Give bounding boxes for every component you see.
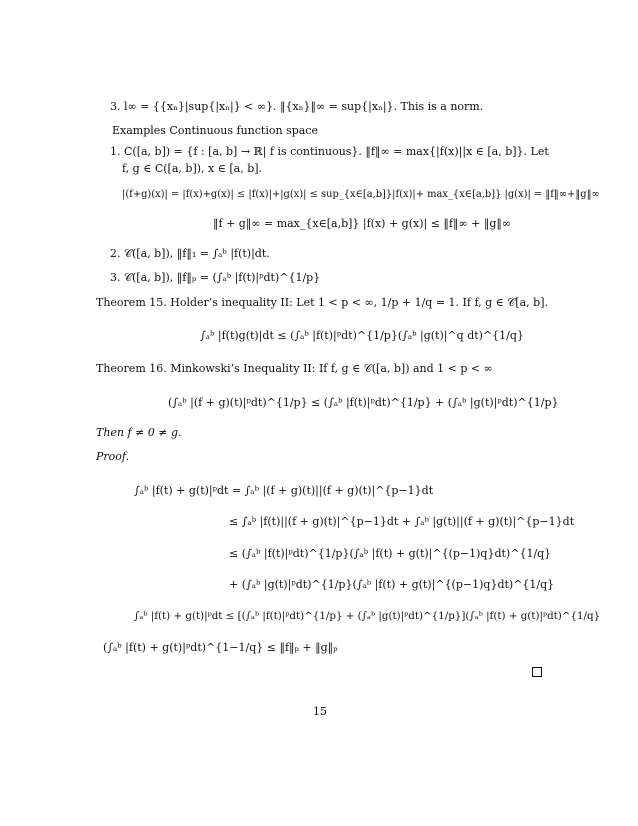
triangle-inequality-line: |(f+g)(x)| = |f(x)+g(x)| ≤ |f(x)|+|g(x)| ≤ sup_{x∈[a,b]}|f(x)|+ max_{x∈[a,b]} |g(x)| = ‖f‖∞+‖g‖∞ — [122, 188, 600, 200]
holder-display: ∫ₐᵇ |f(t)g(t)|dt ≤ (∫ₐᵇ |f(t)|ᵖdt)^{1/p}(∫ₐᵇ |g(t)|^q dt)^{1/q} — [200, 329, 524, 342]
proof-line-1: ∫ₐᵇ |f(t) + g(t)|ᵖdt = ∫ₐᵇ |(f + g)(t)||(f + g)(t)|^{p−1}dt — [134, 484, 434, 497]
proof-line-5: ∫ₐᵇ |f(t) + g(t)|ᵖdt ≤ [(∫ₐᵇ |f(t)|ᵖdt)^{1/p} + (∫ₐᵇ |g(t)|ᵖdt)^{1/p}](∫ₐᵇ |f(t) + g(t)|ᵖdt)^{1/q} — [134, 610, 601, 622]
theorem-16: Theorem 16. Minkowski’s Inequality II: If f, g ∈ 𝒞([a, b]) and 1 < p < ∞ — [96, 362, 493, 375]
continuous-function-item: 1. C([a, b]) = {f : [a, b] → ℝ| f is continuous}. ‖f‖∞ = max{|f(x)||x ∈ [a, b]}. Let — [110, 145, 549, 158]
theorem-15: Theorem 15. Holder’s inequality II: Let 1 < p < ∞, 1/p + 1/q = 1. If f, g ∈ 𝒞[a, b]. — [96, 296, 548, 309]
sup-norm-display: ‖f + g‖∞ = max_{x∈[a,b]} |f(x) + g(x)| ≤ ‖f‖∞ + ‖g‖∞ — [213, 217, 512, 230]
proof-line-2: ≤ ∫ₐᵇ |f(t)||(f + g)(t)|^{p−1}dt + ∫ₐᵇ |g(t)||(f + g)(t)|^{p−1}dt — [229, 515, 575, 528]
continuous-function-item-cont: f, g ∈ C([a, b]), x ∈ [a, b]. — [122, 162, 263, 175]
proof-line-3: ≤ (∫ₐᵇ |f(t)|ᵖdt)^{1/p}(∫ₐᵇ |f(t) + g(t)|^{(p−1)q}dt)^{1/q} — [229, 547, 552, 560]
proof-label: Proof. — [96, 450, 130, 463]
lp-norm-item: 3. 𝒞([a, b]), ‖f‖ₚ = (∫ₐᵇ |f(t)|ᵖdt)^{1/p} — [110, 271, 321, 284]
l1-norm-item: 2. 𝒞([a, b]), ‖f‖₁ = ∫ₐᵇ |f(t)|dt. — [110, 247, 270, 260]
proof-line-6: (∫ₐᵇ |f(t) + g(t)|ᵖdt)^{1−1/q} ≤ ‖f‖ₚ + ‖g‖ₚ — [103, 641, 338, 654]
qed-square-icon — [532, 667, 542, 677]
examples-heading: Examples Continuous function space — [112, 124, 318, 137]
minkowski-display: (∫ₐᵇ |(f + g)(t)|ᵖdt)^{1/p} ≤ (∫ₐᵇ |f(t)|ᵖdt)^{1/p} + (∫ₐᵇ |g(t)|ᵖdt)^{1/p} — [168, 396, 559, 409]
l-infinity-item: 3. l∞ = {{xₙ}|sup{|xₙ|} < ∞}. ‖{xₙ}‖∞ = sup{|xₙ|}. This is a norm. — [110, 100, 484, 113]
page-number: 15 — [313, 705, 327, 718]
nonzero-statement: Then f ≠ 0 ≠ g. — [96, 426, 182, 439]
proof-line-4: + (∫ₐᵇ |g(t)|ᵖdt)^{1/p}(∫ₐᵇ |f(t) + g(t)|^{(p−1)q}dt)^{1/q} — [229, 578, 555, 591]
